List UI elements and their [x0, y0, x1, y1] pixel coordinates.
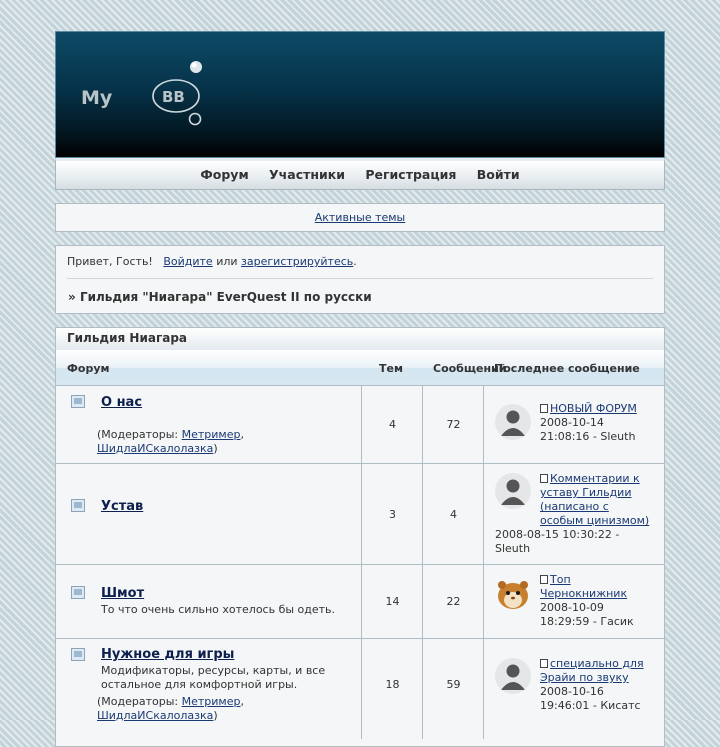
last-post-time-author: 18:29:59 - Гасик	[540, 615, 634, 628]
welcome-box	[55, 245, 665, 314]
moderator-link[interactable]: ШидлаИСкалолазка	[97, 442, 214, 455]
breadcrumb-title[interactable]: Гильдия "Ниагара" EverQuest II по русски	[79, 290, 372, 304]
hamster-avatar[interactable]	[495, 575, 531, 611]
last-post-cell	[483, 385, 664, 463]
col-last-post: Последнее сообщение	[494, 362, 640, 375]
greeting-line	[67, 255, 357, 268]
forum-name	[101, 647, 234, 662]
nav-register[interactable]: Регистрация	[365, 167, 457, 182]
last-post-info	[540, 657, 644, 713]
period-text: .	[353, 255, 357, 268]
last-post-cell	[483, 464, 664, 564]
last-post-date: 2008-10-16	[540, 685, 604, 698]
active-topics-link[interactable]: Активные темы	[314, 211, 406, 224]
document-icon	[540, 474, 548, 483]
login-link[interactable]: Войдите	[163, 255, 213, 268]
greeting-text: Привет, Гость!	[67, 255, 153, 268]
forum-link-game-stuff[interactable]: Нужное для игры	[101, 647, 235, 662]
site-header	[55, 31, 665, 158]
mods-label: (Модераторы:	[97, 695, 179, 708]
posts-count: 59	[446, 678, 461, 691]
last-post-info	[540, 402, 637, 444]
last-post-cell	[483, 639, 664, 739]
topics-cell	[361, 464, 423, 564]
topics-count: 14	[385, 595, 400, 608]
col-posts: Сообщений	[433, 362, 507, 375]
mods-label: (Модераторы:	[97, 428, 179, 441]
forum-link-about[interactable]: О нас	[101, 395, 143, 410]
forum-row	[56, 385, 664, 464]
forum-name	[101, 395, 142, 410]
forum-name	[101, 499, 143, 514]
nav-members[interactable]: Участники	[269, 167, 345, 182]
or-text: или	[216, 255, 238, 268]
last-post-meta	[495, 528, 619, 556]
last-post-title	[540, 472, 649, 528]
mods-close: )	[213, 709, 218, 722]
col-topics: Тем	[379, 362, 403, 375]
last-post-link[interactable]: НОВЫЙ ФОРУМ	[550, 402, 637, 415]
posts-cell	[422, 565, 484, 638]
forum-moderators: (Модераторы: Метример, ШидлаИСкалолазка)	[97, 695, 244, 722]
forum-description	[101, 664, 351, 692]
avatar[interactable]	[495, 473, 531, 509]
last-post-link[interactable]: Эрайи по звуку	[540, 671, 629, 684]
posts-count: 4	[450, 508, 457, 521]
moderator-link[interactable]: ШидлаИСкалолазка	[97, 709, 214, 722]
last-post-author: Sleuth	[495, 542, 531, 555]
forum-description: То что очень сильно хотелось бы одеть.	[101, 603, 336, 616]
avatar[interactable]	[495, 404, 531, 440]
forum-name	[101, 586, 144, 601]
document-icon	[540, 575, 548, 584]
document-icon	[540, 659, 548, 668]
topics-count: 3	[389, 508, 396, 521]
breadcrumb-arrow: »	[68, 290, 76, 304]
last-post-info	[540, 573, 634, 629]
last-post-cell	[483, 565, 664, 638]
topics-cell	[361, 565, 423, 638]
nav-forum[interactable]: Форум	[200, 167, 249, 182]
forum-row	[56, 565, 664, 639]
forum-moderators: (Модераторы: Метример, ШидлаИСкалолазка)	[97, 428, 244, 455]
breadcrumb	[68, 290, 372, 304]
topics-cell	[361, 639, 423, 739]
posts-cell	[422, 385, 484, 463]
last-post-link[interactable]: особым цинизмом)	[540, 514, 650, 527]
svg-text:My: My	[81, 87, 113, 109]
forum-description-line: остальное для комфортной игры.	[101, 678, 298, 691]
moderator-link[interactable]: Метример	[181, 428, 241, 441]
forum-description-line: Модификаторы, ресурсы, карты, и все	[101, 664, 326, 677]
col-forum: Форум	[67, 362, 110, 375]
last-post-time-author: 19:46:01 - Кисатс	[540, 699, 641, 712]
posts-count: 72	[446, 418, 461, 431]
topics-count: 4	[389, 418, 396, 431]
forum-table	[55, 327, 665, 747]
forum-row	[56, 639, 664, 739]
moderator-link[interactable]: Метример	[181, 695, 241, 708]
last-post-link[interactable]: специально для	[550, 657, 644, 670]
last-post-link[interactable]: Комментарии к	[550, 472, 640, 485]
posts-cell	[422, 464, 484, 564]
forum-status-icon	[71, 648, 85, 661]
column-headers	[56, 350, 664, 386]
forum-status-icon	[71, 499, 85, 512]
topics-count: 18	[385, 678, 400, 691]
last-post-link[interactable]: (написано с	[540, 500, 609, 513]
forum-status-icon	[71, 586, 85, 599]
mybb-logo[interactable]	[78, 56, 208, 136]
document-icon	[540, 404, 548, 413]
last-post-link[interactable]: уставу Гильдии	[540, 486, 632, 499]
last-post-link[interactable]: Топ	[550, 573, 571, 586]
posts-count: 22	[446, 595, 461, 608]
mods-close: )	[213, 442, 218, 455]
last-post-date: 2008-08-15 10:30:22 -	[495, 528, 620, 541]
main-menu	[55, 158, 665, 190]
last-post-date: 2008-10-14	[540, 416, 604, 429]
forum-row	[56, 464, 664, 565]
avatar[interactable]	[495, 658, 531, 694]
forum-link-gear[interactable]: Шмот	[101, 586, 145, 601]
posts-cell	[422, 639, 484, 739]
last-post-date: 2008-10-09	[540, 601, 604, 614]
last-post-time-author: 21:08:16 - Sleuth	[540, 430, 636, 443]
forum-link-charter[interactable]: Устав	[101, 499, 144, 514]
register-link[interactable]: зарегистрируйтесь	[241, 255, 354, 268]
topics-cell	[361, 385, 423, 463]
nav-login[interactable]: Войти	[476, 167, 520, 182]
forum-status-icon	[71, 395, 85, 408]
svg-text:BB: BB	[162, 88, 185, 106]
last-post-link[interactable]: Чернокнижник	[540, 587, 628, 600]
category-title[interactable]: Гильдия Ниагара	[56, 328, 664, 351]
active-topics-box	[55, 203, 665, 232]
divider	[67, 278, 653, 279]
